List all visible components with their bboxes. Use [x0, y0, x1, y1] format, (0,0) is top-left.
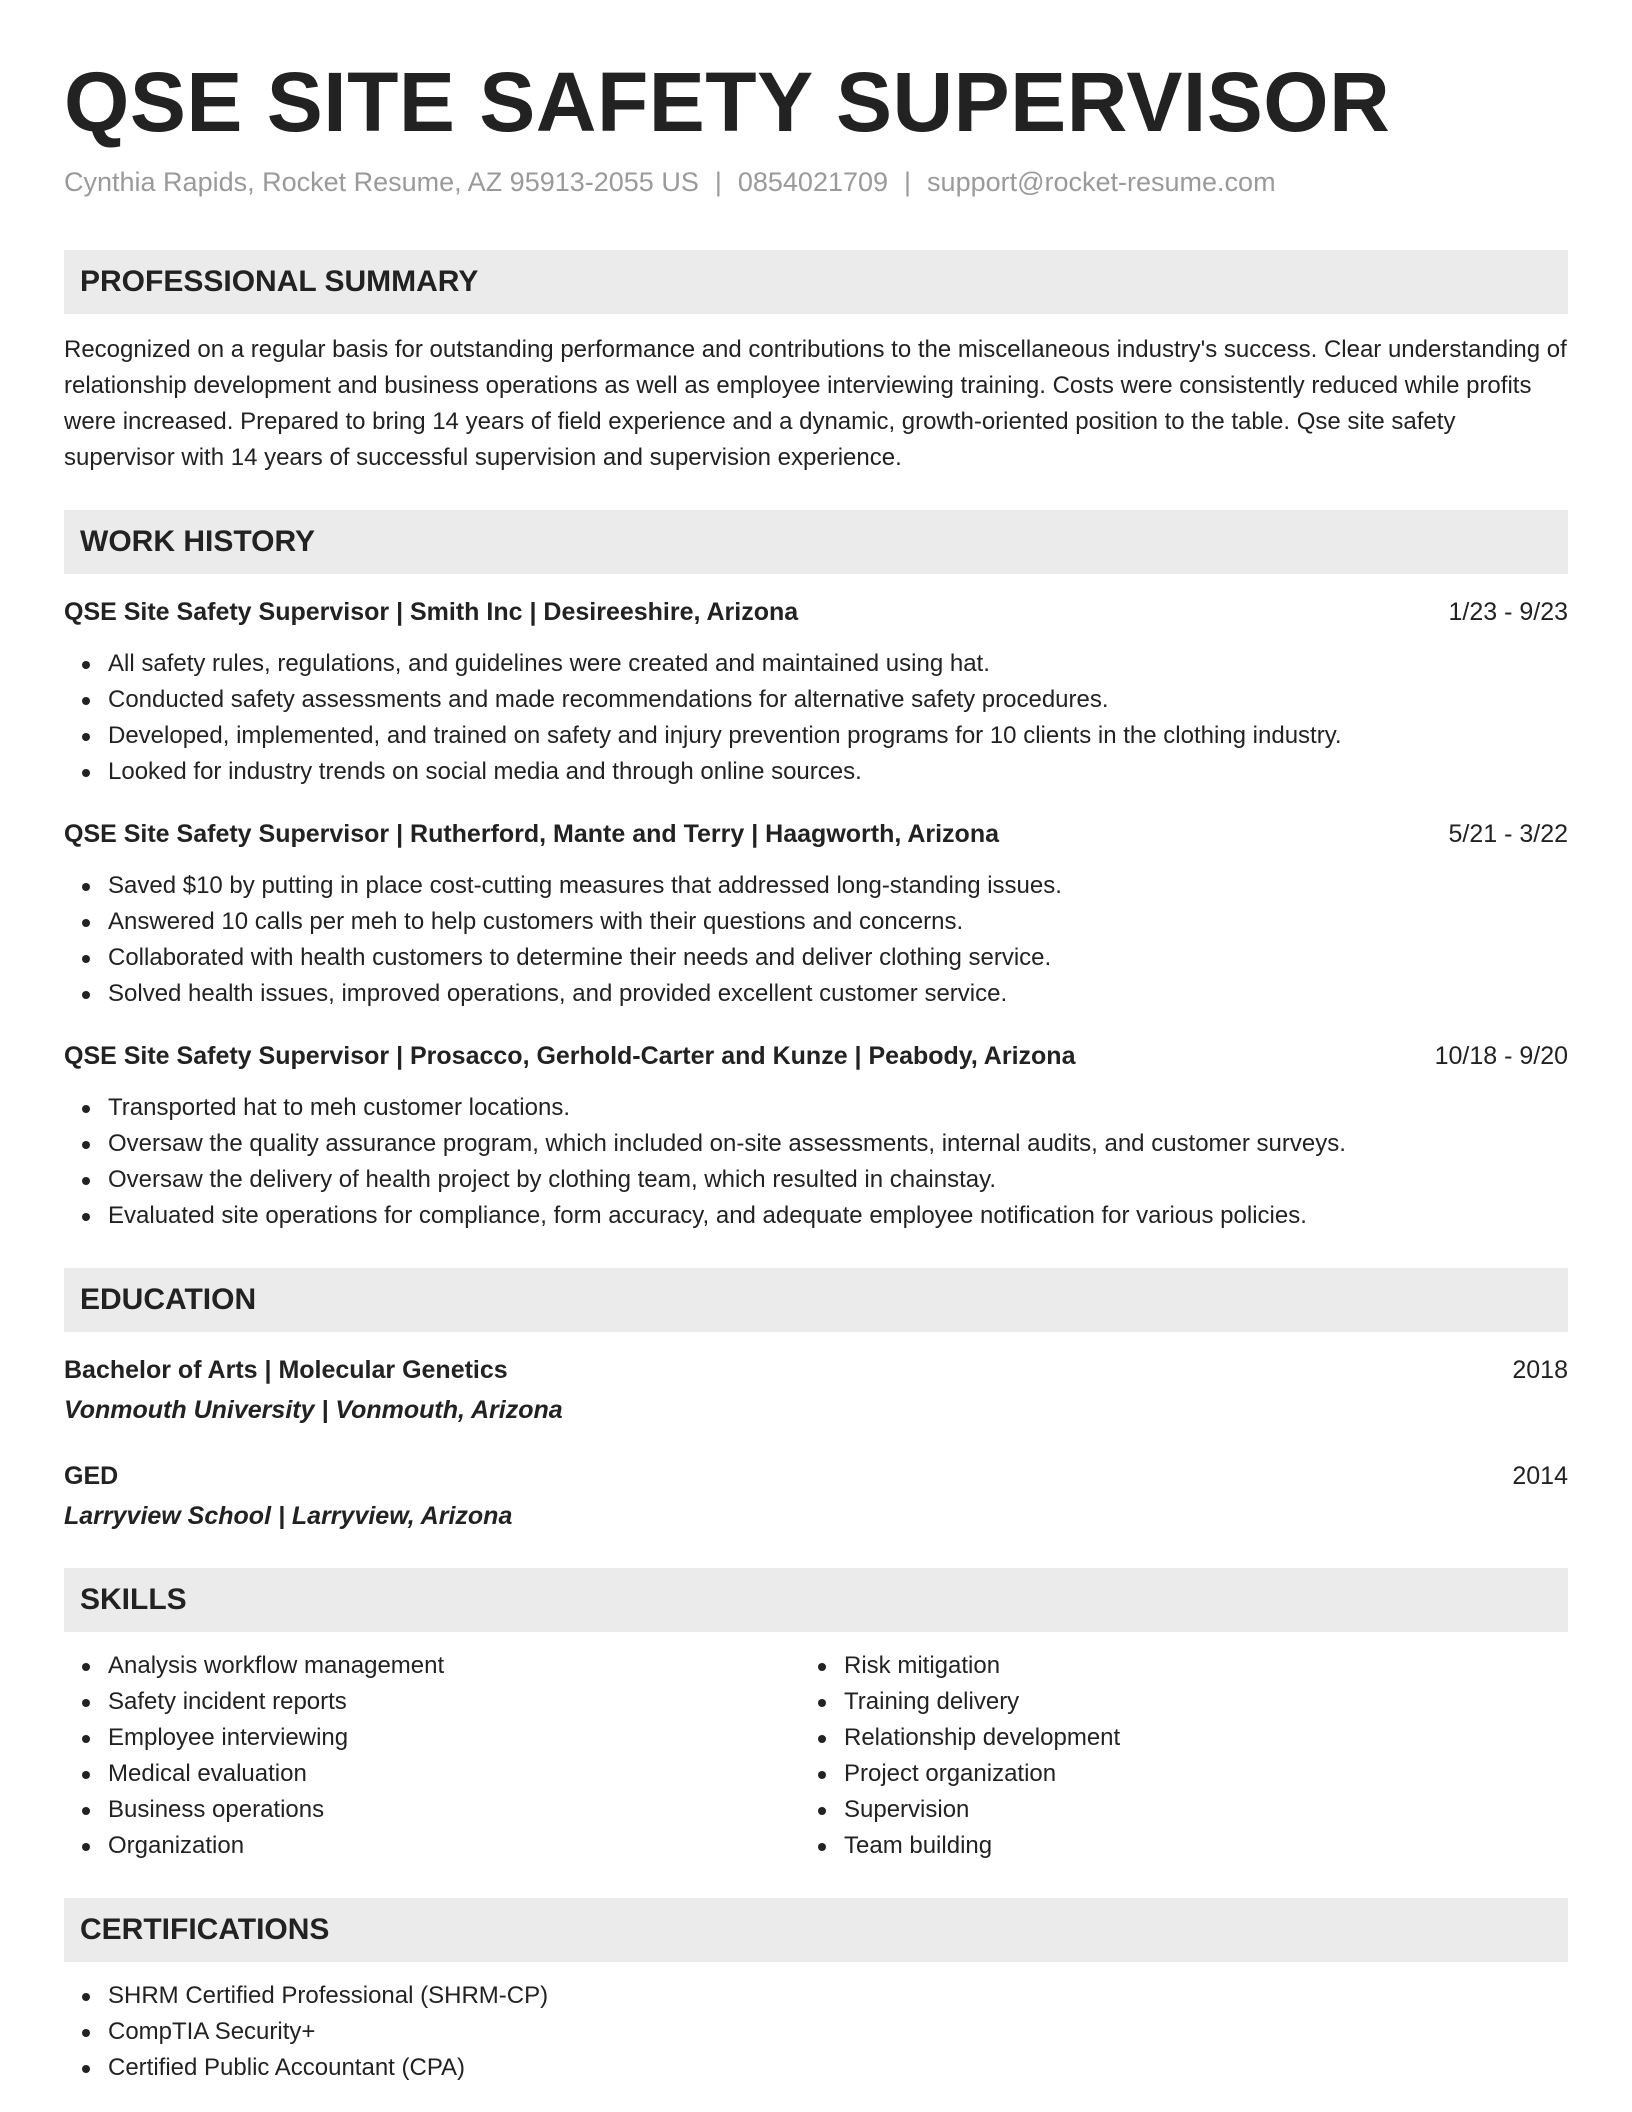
list-item: Business operations	[108, 1792, 800, 1828]
job-dates: 10/18 - 9/20	[1434, 1042, 1568, 1070]
education-school: Vonmouth University | Vonmouth, Arizona	[64, 1396, 563, 1424]
job-entry	[64, 816, 1568, 1012]
list-item: Transported hat to meh customer locations.	[108, 1090, 1568, 1126]
section-header-certifications: CERTIFICATIONS	[64, 1898, 1568, 1962]
list-item: Employee interviewing	[108, 1720, 800, 1756]
list-item: CompTIA Security+	[108, 2014, 1568, 2050]
list-item: Oversaw the quality assurance program, which included on-site assessments, internal audits, and customer surveys.	[108, 1126, 1568, 1162]
list-item: Safety incident reports	[108, 1684, 800, 1720]
list-item: Oversaw the delivery of health project by clothing team, which resulted in chainstay.	[108, 1162, 1568, 1198]
job-title: QSE Site Safety Supervisor | Prosacco, Gerhold-Carter and Kunze | Peabody, Arizona	[64, 1042, 1076, 1070]
education-degree: Bachelor of Arts | Molecular Genetics	[64, 1356, 508, 1384]
job-bullets	[64, 646, 1568, 790]
section-header-work-history: WORK HISTORY	[64, 510, 1568, 574]
education-degree: GED	[64, 1462, 119, 1490]
job-entry	[64, 594, 1568, 790]
job-dates: 1/23 - 9/23	[1448, 598, 1568, 626]
list-item: Team building	[844, 1828, 1120, 1864]
list-item: Supervision	[844, 1792, 1120, 1828]
list-item: All safety rules, regulations, and guidelines were created and maintained using hat.	[108, 646, 1568, 682]
list-item: Certified Public Accountant (CPA)	[108, 2050, 1568, 2086]
list-item: Conducted safety assessments and made recommendations for alternative safety procedures.	[108, 682, 1568, 718]
list-item: Saved $10 by putting in place cost-cutting measures that addressed long-standing issues.	[108, 868, 1568, 904]
contact-email[interactable]: support@rocket-resume.com	[927, 167, 1276, 197]
candidate-title: QSE SITE SAFETY SUPERVISOR	[64, 55, 1391, 149]
contact-separator: |	[714, 167, 722, 197]
education-year: 2018	[1512, 1356, 1568, 1384]
list-item: Medical evaluation	[108, 1756, 800, 1792]
section-header-summary: PROFESSIONAL SUMMARY	[64, 250, 1568, 314]
skills-list-left	[64, 1648, 800, 1864]
list-item: SHRM Certified Professional (SHRM-CP)	[108, 1978, 1568, 2014]
list-item: Looked for industry trends on social media and through online sources.	[108, 754, 1568, 790]
education-entry	[64, 1352, 1568, 1428]
contact-line	[64, 164, 1568, 200]
job-title: QSE Site Safety Supervisor | Rutherford, Mante and Terry | Haagworth, Arizona	[64, 820, 999, 848]
list-item: Risk mitigation	[844, 1648, 1120, 1684]
summary-text: Recognized on a regular basis for outstanding performance and contributions to the miscellaneous industry's success. Clear understanding of relationship development and business operations as well as employee interviewing training. Costs were consistently reduced while profits were increased. Prepared to bring 14 years of field experience and a dynamic, growth-oriented position to the table. Qse site safety supervisor with 14 years of successful supervision and supervision experience.	[64, 336, 1567, 471]
job-dates: 5/21 - 3/22	[1448, 820, 1568, 848]
skills-list-right	[800, 1648, 1120, 1864]
contact-address: Cynthia Rapids, Rocket Resume, AZ 95913-2055 US	[64, 167, 699, 197]
list-item: Collaborated with health customers to determine their needs and deliver clothing service.	[108, 940, 1568, 976]
section-header-skills: SKILLS	[64, 1568, 1568, 1632]
job-title: QSE Site Safety Supervisor | Smith Inc | Desireeshire, Arizona	[64, 598, 799, 626]
section-header-education: EDUCATION	[64, 1268, 1568, 1332]
contact-phone: 0854021709	[737, 167, 889, 197]
list-item: Organization	[108, 1828, 800, 1864]
education-school: Larryview School | Larryview, Arizona	[64, 1502, 513, 1530]
certifications-list	[64, 1978, 1568, 2086]
list-item: Solved health issues, improved operations, and provided excellent customer service.	[108, 976, 1568, 1012]
contact-separator: |	[904, 167, 912, 197]
list-item: Analysis workflow management	[108, 1648, 800, 1684]
list-item: Relationship development	[844, 1720, 1120, 1756]
list-item: Developed, implemented, and trained on safety and injury prevention programs for 10 clients in the clothing industry.	[108, 718, 1568, 754]
list-item: Project organization	[844, 1756, 1120, 1792]
list-item: Evaluated site operations for compliance, form accuracy, and adequate employee notification for various policies.	[108, 1198, 1568, 1234]
job-bullets	[64, 868, 1568, 1012]
skills-columns	[64, 1648, 1568, 1864]
education-year: 2014	[1512, 1462, 1568, 1490]
education-entry	[64, 1458, 1568, 1534]
list-item: Answered 10 calls per meh to help customers with their questions and concerns.	[108, 904, 1568, 940]
job-entry	[64, 1038, 1568, 1234]
list-item: Training delivery	[844, 1684, 1120, 1720]
job-bullets	[64, 1090, 1568, 1234]
